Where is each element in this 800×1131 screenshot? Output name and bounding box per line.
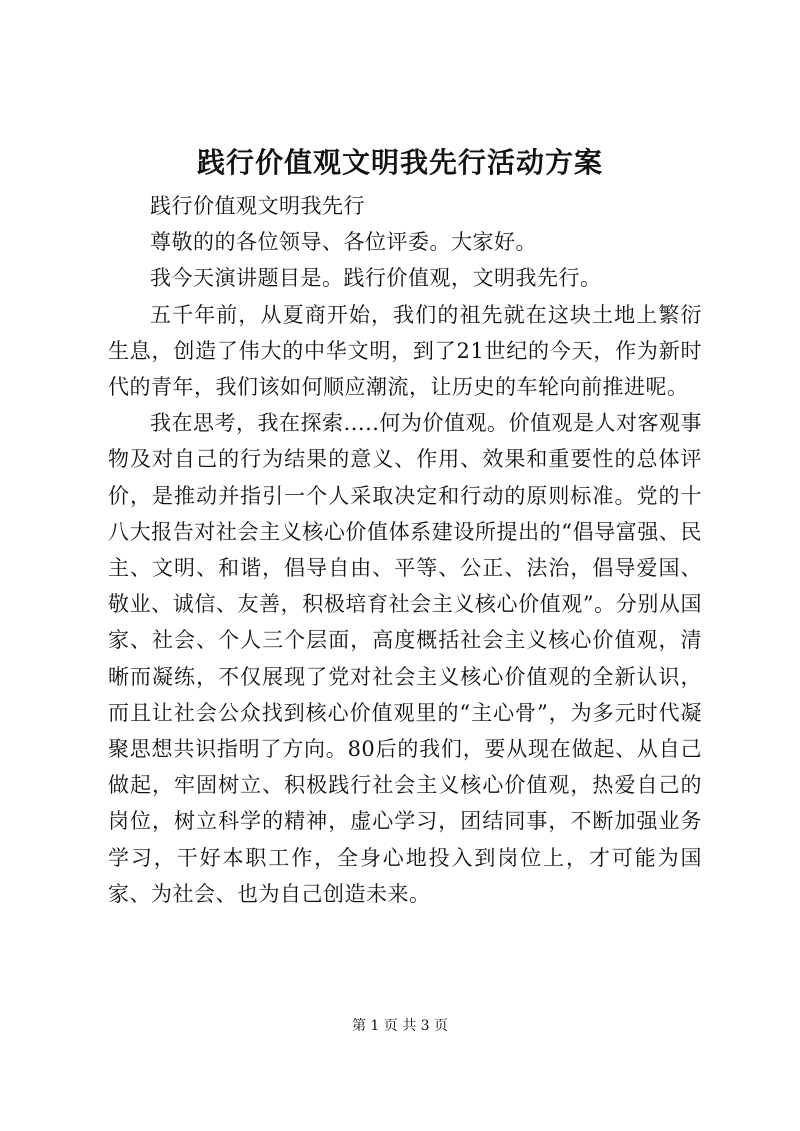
paragraph-topic: 我今天演讲题目是。践行价值观，文明我先行。 xyxy=(150,266,602,291)
paragraph-subtitle: 践行价值观文明我先行 xyxy=(150,194,365,218)
paragraph-values: 我在思考，我在探索.....何为价值观。价值观是人对客观事物及对自己的行为结果的意义、作用、效果和重要性的总体评价，是推动并指引一个人采取决定和行动的原则标准。党的十八大报告对社会主义核心价值体系建设所提出的“倡导富强、民主、文明、和谐，倡导自由、平等、公正、法治，倡导爱国、敬业、诚信、友善，积极培育社会主义核心价值观”。分别从国家、社会、个人三个层面，高度概括社会主义核心价值观，清晰而凝练，不仅展现了党对社会主义核心价值观的全新认识，而且让社会公众找到核心价值观里的“主心骨”，为多元时代凝聚思想共识指明了方向。80后的我们，要从现在做起、从自己做起，牢固树立、积极践行社会主义核心价值观，热爱自己的岗位，树立科学的精神，虚心学习，团结同事，不断加强业务学习，干好本职工作，全身心地投入到岗位上，才可能为国家、为社会、也为自己创造未来。 xyxy=(108,411,702,906)
paragraph-greeting: 尊敬的的各位领导、各位评委。大家好。 xyxy=(150,230,537,255)
paragraph-history: 五千年前，从夏商开始，我们的祖先就在这块土地上繁衍生息，创造了伟大的中华文明，到了21世纪的今天，作为新时代的青年，我们该如何顺应潮流，让历史的车轮向前推进呢。 xyxy=(108,302,702,400)
page-number-footer: 第 1 页 共 3 页 xyxy=(351,1018,449,1034)
document-title: 践行价值观文明我先行活动方案 xyxy=(196,146,603,179)
document-body xyxy=(108,188,702,912)
